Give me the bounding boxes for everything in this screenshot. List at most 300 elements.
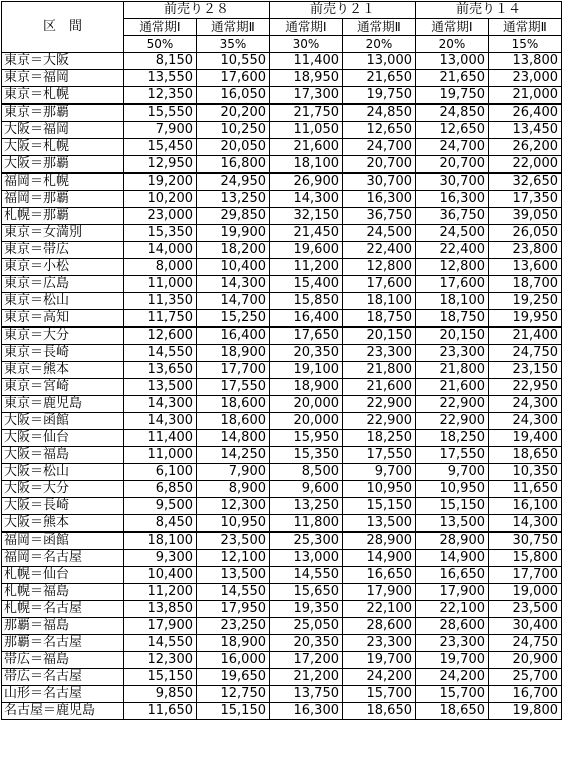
fare-cell: 10,250 [197,122,270,139]
fare-cell: 18,100 [270,156,343,174]
fare-cell: 19,950 [489,310,562,328]
fare-cell: 16,100 [489,498,562,515]
fare-cell: 25,050 [270,618,343,635]
fare-cell: 12,100 [197,550,270,567]
fare-cell: 14,300 [124,413,197,430]
fare-cell: 11,000 [124,276,197,293]
fare-cell: 9,600 [270,481,343,498]
period-header: 通常期Ⅱ [489,19,562,36]
route-cell: 東京＝宮崎 [2,379,124,396]
fare-cell: 13,550 [124,70,197,87]
fare-cell: 20,700 [343,156,416,174]
fare-cell: 22,400 [343,242,416,259]
fare-cell: 13,000 [343,53,416,70]
fare-cell: 30,750 [489,532,562,550]
table-row [2,430,562,447]
fare-cell: 18,900 [197,635,270,652]
fare-cell: 11,000 [124,447,197,464]
fare-cell: 19,800 [489,703,562,720]
fare-cell: 9,500 [124,498,197,515]
fare-cell: 16,300 [416,191,489,208]
fare-cell: 18,900 [270,379,343,396]
route-cell: 札幌＝仙台 [2,567,124,584]
fare-cell: 11,200 [270,259,343,276]
fare-cell: 8,450 [124,515,197,533]
fare-cell: 17,900 [343,584,416,601]
table-row [2,550,562,567]
route-cell: 東京＝女満別 [2,225,124,242]
fare-cell: 8,150 [124,53,197,70]
fare-cell: 16,300 [343,191,416,208]
fare-cell: 16,700 [489,686,562,703]
fare-cell: 13,500 [343,515,416,533]
fare-cell: 22,100 [416,601,489,618]
route-cell: 札幌＝那覇 [2,208,124,225]
fare-cell: 20,150 [416,327,489,345]
header-row-groups [2,2,562,19]
table-row [2,703,562,720]
fare-cell: 20,350 [270,635,343,652]
fare-cell: 20,900 [489,652,562,669]
fare-cell: 9,700 [416,464,489,481]
fare-cell: 23,300 [416,345,489,362]
period-header: 通常期Ⅱ [197,19,270,36]
table-row [2,122,562,139]
fare-cell: 28,900 [343,532,416,550]
fare-cell: 10,350 [489,464,562,481]
table-row [2,618,562,635]
fare-cell: 21,650 [416,70,489,87]
fare-cell: 10,400 [124,567,197,584]
period-header: 通常期Ⅱ [343,19,416,36]
fare-cell: 23,300 [343,635,416,652]
fare-cell: 16,800 [197,156,270,174]
discount-header: 20% [416,36,489,53]
fare-cell: 17,700 [489,567,562,584]
fare-cell: 15,850 [270,293,343,310]
route-cell: 札幌＝福島 [2,584,124,601]
fare-cell: 18,900 [197,345,270,362]
fare-cell: 21,450 [270,225,343,242]
table-row [2,87,562,105]
table-row [2,601,562,618]
fare-cell: 19,350 [270,601,343,618]
fare-cell: 20,700 [416,156,489,174]
fare-cell: 18,250 [343,430,416,447]
period-header: 通常期Ⅰ [270,19,343,36]
fare-cell: 19,200 [124,173,197,191]
table-row [2,396,562,413]
fare-cell: 16,050 [197,87,270,105]
route-cell: 福岡＝函館 [2,532,124,550]
table-row [2,139,562,156]
fare-cell: 29,850 [197,208,270,225]
fare-cell: 14,700 [197,293,270,310]
route-cell: 東京＝大阪 [2,53,124,70]
route-column-header: 区 間 [2,2,124,53]
fare-cell: 12,300 [197,498,270,515]
fare-cell: 19,900 [197,225,270,242]
fare-cell: 19,000 [489,584,562,601]
fare-cell: 12,600 [124,327,197,345]
route-cell: 大阪＝松山 [2,464,124,481]
fare-cell: 6,100 [124,464,197,481]
table-row [2,532,562,550]
fare-cell: 13,850 [124,601,197,618]
fare-cell: 11,400 [270,53,343,70]
fare-cell: 14,250 [197,447,270,464]
fare-cell: 14,300 [124,396,197,413]
fare-cell: 18,600 [197,413,270,430]
table-row [2,191,562,208]
table-row [2,173,562,191]
fare-cell: 23,000 [489,70,562,87]
fare-cell: 19,250 [489,293,562,310]
fare-cell: 23,500 [489,601,562,618]
fare-cell: 17,550 [416,447,489,464]
fare-table [1,1,562,720]
fare-cell: 20,000 [270,396,343,413]
fare-cell: 14,550 [197,584,270,601]
fare-cell: 13,000 [416,53,489,70]
fare-cell: 15,150 [124,669,197,686]
fare-cell: 12,300 [124,652,197,669]
table-row [2,345,562,362]
route-cell: 山形＝名古屋 [2,686,124,703]
fare-cell: 36,750 [416,208,489,225]
table-row [2,567,562,584]
fare-cell: 14,000 [124,242,197,259]
fare-cell: 17,600 [416,276,489,293]
discount-header: 35% [197,36,270,53]
fare-cell: 17,900 [124,618,197,635]
fare-cell: 10,950 [416,481,489,498]
fare-cell: 19,600 [270,242,343,259]
fare-cell: 26,900 [270,173,343,191]
fare-cell: 26,050 [489,225,562,242]
fare-cell: 11,750 [124,310,197,328]
table-row [2,225,562,242]
fare-cell: 18,650 [343,703,416,720]
fare-cell: 23,500 [197,532,270,550]
group-header-14: 前売り１４ [416,2,562,19]
route-cell: 大阪＝函館 [2,413,124,430]
fare-cell: 17,350 [489,191,562,208]
fare-cell: 13,800 [489,53,562,70]
fare-cell: 21,000 [489,87,562,105]
table-row [2,515,562,533]
fare-cell: 14,550 [124,345,197,362]
fare-cell: 12,800 [416,259,489,276]
fare-cell: 24,200 [416,669,489,686]
route-cell: 大阪＝仙台 [2,430,124,447]
table-body [2,53,562,720]
fare-cell: 15,350 [270,447,343,464]
fare-cell: 13,650 [124,362,197,379]
fare-cell: 13,500 [416,515,489,533]
route-cell: 大阪＝熊本 [2,515,124,533]
fare-cell: 10,950 [343,481,416,498]
fare-cell: 22,950 [489,379,562,396]
fare-cell: 28,600 [416,618,489,635]
table-row [2,327,562,345]
fare-cell: 8,900 [197,481,270,498]
fare-cell: 15,700 [343,686,416,703]
period-header: 通常期Ⅰ [416,19,489,36]
fare-cell: 14,550 [270,567,343,584]
fare-cell: 19,400 [489,430,562,447]
fare-cell: 18,650 [489,447,562,464]
route-cell: 東京＝大分 [2,327,124,345]
discount-header: 20% [343,36,416,53]
fare-cell: 20,150 [343,327,416,345]
fare-cell: 23,000 [124,208,197,225]
fare-cell: 20,350 [270,345,343,362]
fare-cell: 15,550 [124,104,197,122]
fare-cell: 21,600 [270,139,343,156]
fare-cell: 17,550 [343,447,416,464]
fare-cell: 24,850 [416,104,489,122]
discount-header: 50% [124,36,197,53]
route-cell: 東京＝高知 [2,310,124,328]
fare-cell: 19,750 [416,87,489,105]
fare-cell: 15,950 [270,430,343,447]
fare-cell: 15,450 [124,139,197,156]
fare-cell: 22,400 [416,242,489,259]
route-cell: 東京＝福岡 [2,70,124,87]
table-row [2,464,562,481]
fare-cell: 11,800 [270,515,343,533]
table-row [2,635,562,652]
fare-cell: 9,850 [124,686,197,703]
fare-cell: 16,400 [197,327,270,345]
table-row [2,584,562,601]
fare-cell: 36,750 [343,208,416,225]
fare-cell: 11,650 [124,703,197,720]
table-row [2,310,562,328]
table-row [2,276,562,293]
fare-cell: 18,200 [197,242,270,259]
route-cell: 東京＝鹿児島 [2,396,124,413]
route-cell: 帯広＝福島 [2,652,124,669]
fare-cell: 23,300 [416,635,489,652]
fare-cell: 17,650 [270,327,343,345]
table-row [2,379,562,396]
fare-cell: 19,750 [343,87,416,105]
fare-cell: 21,400 [489,327,562,345]
fare-cell: 18,750 [416,310,489,328]
fare-cell: 16,300 [270,703,343,720]
table-header [2,2,562,53]
fare-cell: 22,000 [489,156,562,174]
fare-cell: 14,550 [124,635,197,652]
route-cell: 東京＝松山 [2,293,124,310]
fare-cell: 9,700 [343,464,416,481]
fare-cell: 17,900 [416,584,489,601]
fare-cell: 24,750 [489,345,562,362]
fare-cell: 18,250 [416,430,489,447]
table-row [2,70,562,87]
fare-cell: 13,600 [489,259,562,276]
fare-cell: 13,450 [489,122,562,139]
fare-cell: 24,850 [343,104,416,122]
fare-cell: 17,600 [343,276,416,293]
fare-cell: 28,900 [416,532,489,550]
fare-cell: 20,050 [197,139,270,156]
fare-cell: 9,300 [124,550,197,567]
fare-cell: 22,900 [343,413,416,430]
fare-cell: 18,700 [489,276,562,293]
fare-cell: 13,250 [197,191,270,208]
fare-cell: 14,300 [197,276,270,293]
fare-cell: 18,600 [197,396,270,413]
route-cell: 大阪＝札幌 [2,139,124,156]
period-header: 通常期Ⅰ [124,19,197,36]
table-row [2,498,562,515]
fare-cell: 21,650 [343,70,416,87]
fare-cell: 17,700 [197,362,270,379]
route-cell: 東京＝長崎 [2,345,124,362]
fare-cell: 26,400 [489,104,562,122]
route-cell: 東京＝帯広 [2,242,124,259]
fare-cell: 14,900 [343,550,416,567]
fare-cell: 18,100 [416,293,489,310]
route-cell: 大阪＝福岡 [2,122,124,139]
group-header-21: 前売り２１ [270,2,416,19]
route-cell: 福岡＝那覇 [2,191,124,208]
fare-cell: 30,700 [343,173,416,191]
fare-cell: 16,000 [197,652,270,669]
discount-header: 30% [270,36,343,53]
route-cell: 大阪＝那覇 [2,156,124,174]
fare-cell: 30,700 [416,173,489,191]
route-cell: 札幌＝名古屋 [2,601,124,618]
fare-cell: 12,750 [197,686,270,703]
route-cell: 東京＝那覇 [2,104,124,122]
fare-cell: 23,800 [489,242,562,259]
fare-cell: 24,500 [416,225,489,242]
fare-cell: 32,150 [270,208,343,225]
fare-cell: 24,500 [343,225,416,242]
fare-cell: 21,750 [270,104,343,122]
fare-cell: 23,150 [489,362,562,379]
fare-cell: 6,850 [124,481,197,498]
fare-cell: 32,650 [489,173,562,191]
fare-cell: 13,000 [270,550,343,567]
fare-cell: 17,950 [197,601,270,618]
route-cell: 那覇＝名古屋 [2,635,124,652]
fare-cell: 15,800 [489,550,562,567]
fare-cell: 19,650 [197,669,270,686]
fare-cell: 15,150 [416,498,489,515]
fare-cell: 7,900 [197,464,270,481]
fare-cell: 10,400 [197,259,270,276]
fare-cell: 18,950 [270,70,343,87]
route-cell: 大阪＝長崎 [2,498,124,515]
fare-cell: 15,650 [270,584,343,601]
fare-cell: 16,650 [343,567,416,584]
fare-cell: 8,000 [124,259,197,276]
fare-cell: 18,100 [124,532,197,550]
fare-cell: 10,550 [197,53,270,70]
table-row [2,481,562,498]
fare-cell: 10,200 [124,191,197,208]
route-cell: 福岡＝札幌 [2,173,124,191]
fare-cell: 14,300 [489,515,562,533]
route-cell: 東京＝小松 [2,259,124,276]
fare-cell: 24,950 [197,173,270,191]
fare-cell: 15,150 [197,703,270,720]
discount-header: 15% [489,36,562,53]
fare-cell: 19,700 [343,652,416,669]
fare-cell: 12,650 [343,122,416,139]
fare-cell: 11,200 [124,584,197,601]
fare-cell: 21,600 [416,379,489,396]
route-cell: 大阪＝大分 [2,481,124,498]
fare-cell: 17,550 [197,379,270,396]
table-row [2,652,562,669]
fare-cell: 15,350 [124,225,197,242]
fare-cell: 24,200 [343,669,416,686]
fare-cell: 17,300 [270,87,343,105]
fare-cell: 10,950 [197,515,270,533]
fare-cell: 23,250 [197,618,270,635]
fare-cell: 12,950 [124,156,197,174]
fare-cell: 17,600 [197,70,270,87]
fare-cell: 17,200 [270,652,343,669]
fare-cell: 22,900 [416,413,489,430]
fare-cell: 21,600 [343,379,416,396]
fare-cell: 13,500 [197,567,270,584]
table-row [2,413,562,430]
fare-cell: 24,750 [489,635,562,652]
table-row [2,53,562,70]
fare-cell: 12,650 [416,122,489,139]
fare-cell: 24,700 [343,139,416,156]
fare-cell: 11,400 [124,430,197,447]
table-row [2,362,562,379]
fare-cell: 11,650 [489,481,562,498]
route-cell: 名古屋＝鹿児島 [2,703,124,720]
fare-cell: 7,900 [124,122,197,139]
fare-cell: 22,900 [416,396,489,413]
table-row [2,208,562,225]
route-cell: 大阪＝福島 [2,447,124,464]
fare-cell: 12,350 [124,87,197,105]
fare-cell: 20,000 [270,413,343,430]
fare-cell: 21,800 [416,362,489,379]
fare-cell: 13,250 [270,498,343,515]
route-cell: 東京＝広島 [2,276,124,293]
fare-cell: 15,250 [197,310,270,328]
fare-cell: 19,100 [270,362,343,379]
fare-cell: 25,700 [489,669,562,686]
fare-cell: 12,800 [343,259,416,276]
table-row [2,156,562,174]
fare-cell: 24,700 [416,139,489,156]
fare-cell: 15,700 [416,686,489,703]
fare-cell: 18,100 [343,293,416,310]
fare-cell: 18,750 [343,310,416,328]
fare-cell: 25,300 [270,532,343,550]
fare-cell: 19,700 [416,652,489,669]
table-row [2,686,562,703]
fare-cell: 13,500 [124,379,197,396]
fare-cell: 26,200 [489,139,562,156]
group-header-28: 前売り２８ [124,2,270,19]
route-cell: 福岡＝名古屋 [2,550,124,567]
fare-cell: 13,750 [270,686,343,703]
